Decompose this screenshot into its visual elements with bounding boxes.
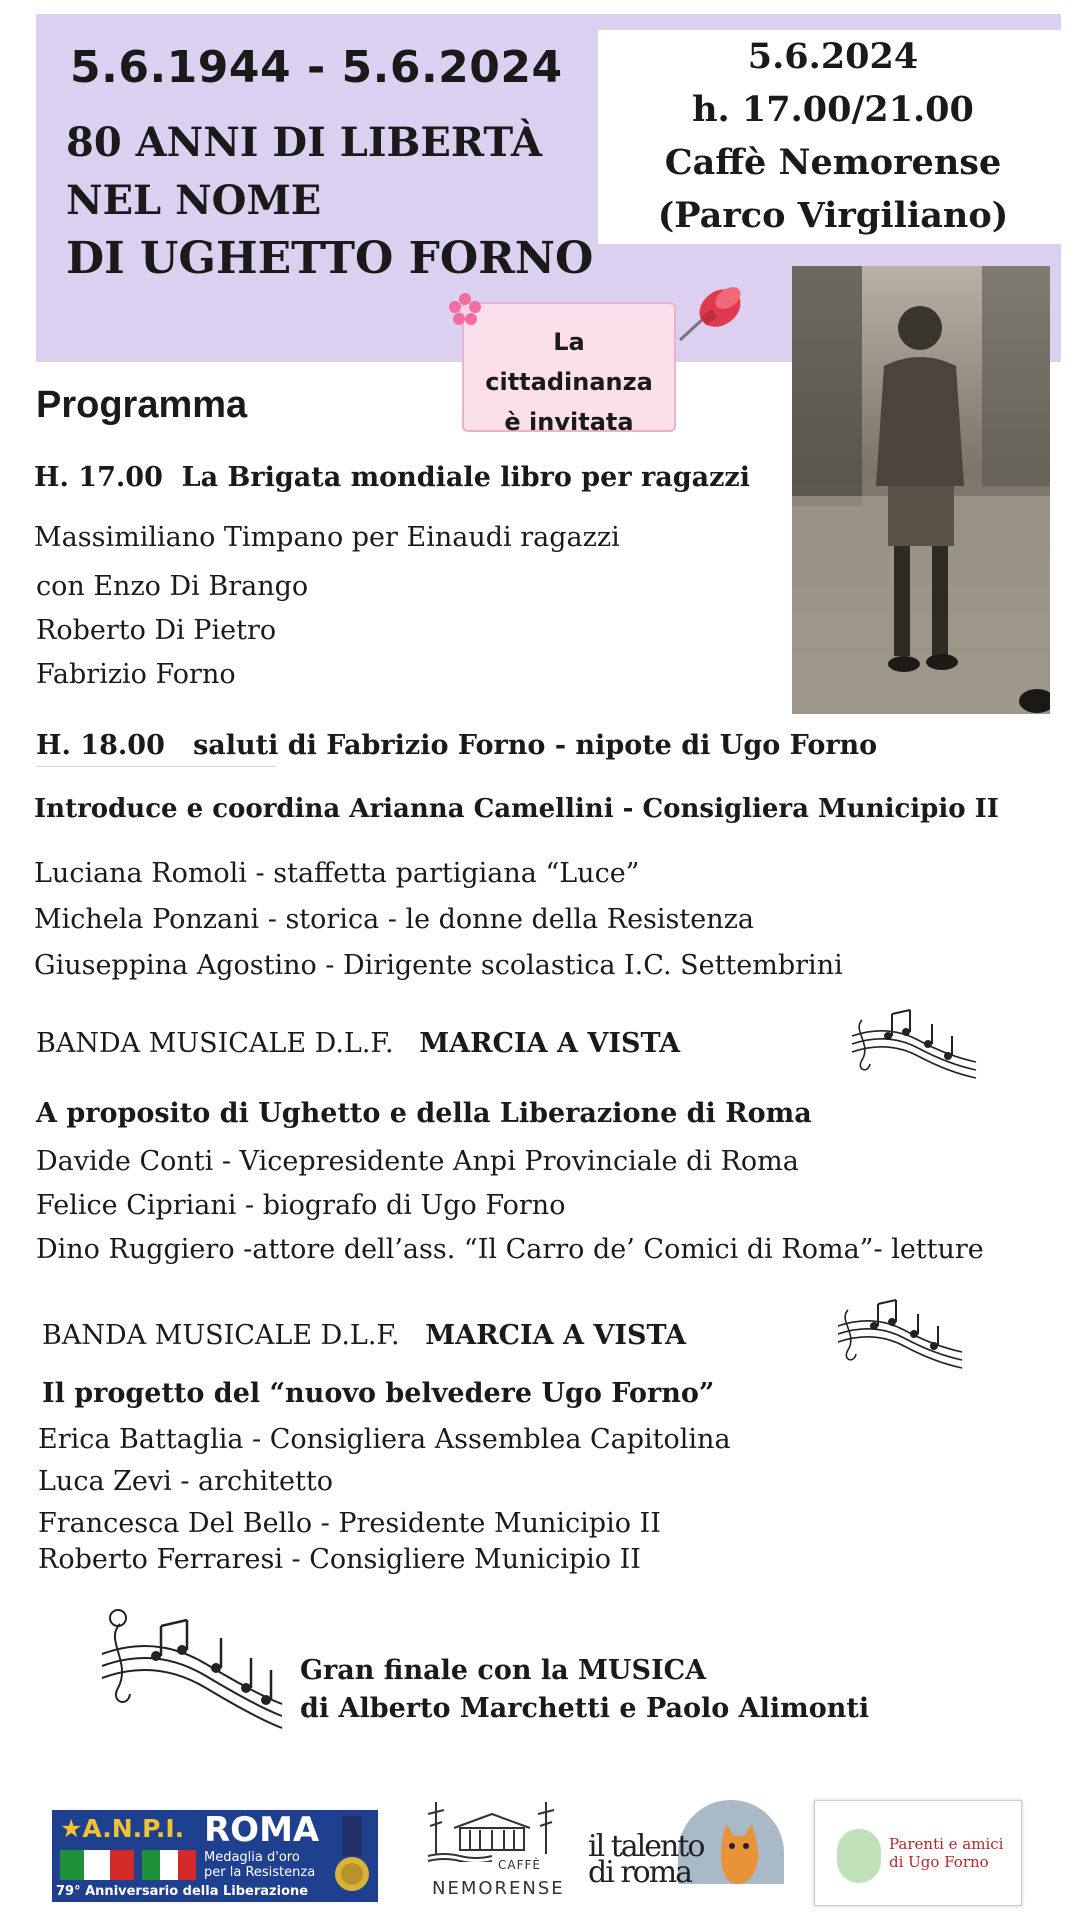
speaker-line: con Enzo Di Brango [36, 571, 309, 602]
caffe-nemorense-logo [424, 1798, 565, 1908]
band-label: BANDA MUSICALE D.L.F. [42, 1320, 400, 1351]
speaker-line: Roberto Ferraresi - Consigliere Municipio II [38, 1544, 641, 1575]
face-portrait-icon [837, 1829, 881, 1883]
title-line: 80 ANNI DI LIBERTÀ [66, 119, 542, 166]
portrait-photo [792, 266, 1050, 714]
parenti-amici-logo [814, 1800, 1022, 1906]
band-line-1 [36, 1028, 680, 1059]
anpi-text: ★A.N.P.I. [60, 1814, 185, 1843]
music-notes-icon [848, 1000, 978, 1090]
caffe-small: CAFFÈ [498, 1858, 541, 1872]
medal-icon [330, 1816, 374, 1896]
title-line: DI UGHETTO FORNO [66, 233, 594, 284]
title-line: NEL NOME [66, 177, 322, 224]
section-1-title: La Brigata mondiale libro per ragazzi [181, 462, 750, 493]
talento-di-roma-logo [588, 1800, 784, 1900]
divider [36, 766, 276, 767]
push-pin-icon [672, 278, 750, 348]
invite-line: La [553, 328, 585, 356]
section-3-title: A proposito di Ughetto e della Liberazione di Roma [36, 1098, 812, 1129]
header-dates: 5.6.1944 - 5.6.2024 [70, 42, 563, 93]
event-place: (Parco Virgiliano) [657, 195, 1009, 236]
speaker-line: Giuseppina Agostino - Dirigente scolastica I.C. Settembrini [34, 950, 843, 981]
band-piece: MARCIA A VISTA [425, 1320, 687, 1351]
speaker-line: Michela Ponzani - storica - le donne della Resistenza [34, 904, 754, 935]
flower-icon [448, 292, 482, 326]
anpi-roma-logo [52, 1810, 378, 1902]
speaker-line: Dino Ruggiero -attore dell’ass. “Il Carro de’ Comici di Roma”- letture [36, 1234, 984, 1265]
invite-line: cittadinanza [485, 368, 653, 396]
speaker-line: Davide Conti - Vicepresidente Anpi Provinciale di Roma [36, 1146, 799, 1177]
parenti-line: Parenti e amici [889, 1835, 1004, 1853]
section-1-time: H. 17.00 [34, 462, 163, 493]
talento-line: il talento [588, 1829, 704, 1864]
italian-flag [142, 1850, 196, 1880]
caffe-building-icon [424, 1798, 560, 1862]
band-label: BANDA MUSICALE D.L.F. [36, 1028, 394, 1059]
speaker-line: Luca Zevi - architetto [38, 1466, 333, 1497]
band-line-2 [42, 1320, 686, 1351]
invite-line: è invitata [504, 408, 634, 436]
finale-line: Gran finale con la MUSICA [300, 1655, 707, 1686]
cat-icon [712, 1820, 766, 1890]
speaker-line: Felice Cipriani - biografo di Ugo Forno [36, 1190, 566, 1221]
speaker-line: Fabrizio Forno [36, 659, 236, 690]
section-2-heading [36, 730, 877, 761]
speaker-line: Massimiliano Timpano per Einaudi ragazzi [34, 522, 620, 553]
event-venue: Caffè Nemorense [664, 142, 1002, 183]
italian-flag [60, 1850, 134, 1880]
anpi-anniversary: 79° Anniversario della Liberazione [56, 1884, 309, 1899]
anpi-medal-text [204, 1850, 315, 1880]
finale-line: di Alberto Marchetti e Paolo Alimonti [300, 1693, 870, 1724]
event-date: 5.6.2024 [747, 36, 919, 77]
parenti-text [889, 1835, 1003, 1871]
section-4-title: Il progetto del “nuovo belvedere Ugo Forno” [42, 1378, 715, 1409]
anpi-medal-line: Medaglia d'oro [204, 1850, 300, 1865]
caffe-name: NEMORENSE [432, 1878, 565, 1899]
speaker-line: Luciana Romoli - staffetta partigiana “Luce” [34, 858, 640, 889]
invitation-note [462, 302, 676, 436]
speaker-line: Francesca Del Bello - Presidente Municipio II [38, 1508, 661, 1539]
talento-line: di roma [588, 1855, 692, 1890]
music-notes-icon [96, 1604, 286, 1734]
header-title [66, 114, 593, 288]
music-notes-icon [834, 1290, 964, 1380]
event-info-box [598, 30, 1068, 244]
section-2-intro: Introduce e coordina Arianna Camellini - Consigliera Municipio II [34, 794, 999, 824]
section-1-heading [34, 462, 750, 493]
speaker-line: Erica Battaglia - Consigliera Assemblea Capitolina [38, 1424, 731, 1455]
program-heading: Programma [36, 384, 248, 426]
finale-text [300, 1652, 869, 1728]
talento-text [588, 1829, 704, 1890]
band-piece: MARCIA A VISTA [419, 1028, 681, 1059]
anpi-medal-line: per la Resistenza [204, 1865, 316, 1880]
parenti-line: di Ugo Forno [889, 1853, 989, 1871]
speaker-line: Roberto Di Pietro [36, 615, 277, 646]
section-2-time: H. 18.00 [36, 730, 165, 761]
event-time: h. 17.00/21.00 [692, 89, 974, 130]
anpi-city: ROMA [204, 1810, 320, 1850]
section-2-title: saluti di Fabrizio Forno - nipote di Ugo Forno [193, 730, 878, 761]
